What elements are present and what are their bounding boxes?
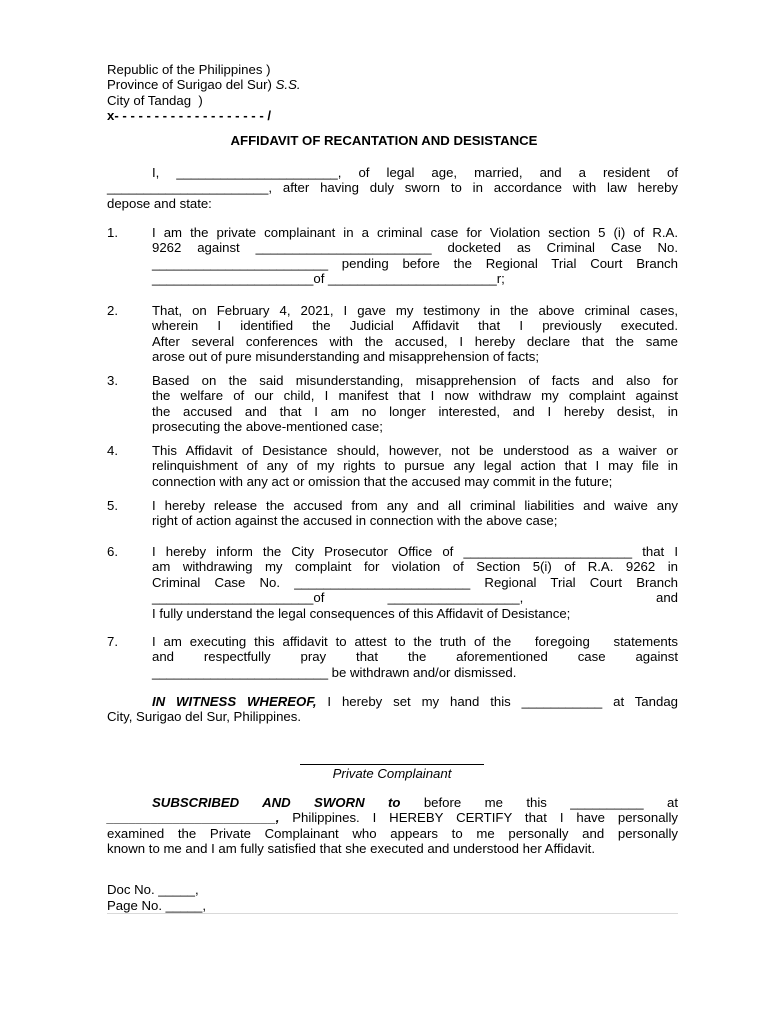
signature-line xyxy=(300,764,484,765)
paragraph-line: am withdrawing my complaint for violation of Section 5(i) of R.A. 9262 in xyxy=(152,559,678,575)
paragraph-line: ________________________ be withdrawn and/or dismissed. xyxy=(152,664,517,680)
witness-line-1 xyxy=(107,694,678,709)
paragraph-text xyxy=(152,443,678,489)
paragraph-line: wherein I identified the Judicial Affidavit that I previously executed. xyxy=(152,318,678,334)
witness-line-2: City, Surigao del Sur, Philippines. xyxy=(107,709,302,725)
paragraph-line: Based on the said misunderstanding, misapprehension of facts and also for xyxy=(152,373,678,388)
jurat-clause: SUBSCRIBED AND SWORN to xyxy=(152,795,401,810)
paragraph-number: 5. xyxy=(107,498,118,513)
venue-caption xyxy=(107,62,301,124)
paragraph-line: right of action against the accused in connection with the above case; xyxy=(152,513,558,529)
paragraph-line: I hereby release the accused from any and all criminal liabilities and waive any xyxy=(152,498,678,513)
paragraph-line: This Affidavit of Desistance should, however, not be understood as a waiver or xyxy=(152,443,678,458)
caption-republic: Republic of the Philippines ) xyxy=(107,62,271,77)
paragraph-text xyxy=(152,225,678,287)
witness-clause: IN WITNESS WHEREOF, xyxy=(152,694,317,709)
paragraph-line: I fully understand the legal consequences of this Affidavit of Desistance; xyxy=(152,605,571,621)
paragraph-line: After several conferences with the accused, I hereby declare that the same xyxy=(152,333,678,349)
jurat-certify-text: Philippines. I HEREBY CERTIFY that I have personally xyxy=(279,810,678,826)
paragraph-text xyxy=(152,303,678,365)
jurat-line-3: examined the Private Complainant who appears to me personally and personally xyxy=(107,825,678,841)
paragraph-number: 3. xyxy=(107,373,118,388)
caption-ss: S.S. xyxy=(275,77,301,93)
jurat-line-2 xyxy=(107,810,678,825)
jurat-place-blank: _______________________, xyxy=(107,810,280,826)
paragraph-line: I am executing this affidavit to attest to the truth of the foregoing statements xyxy=(152,634,678,649)
witness-paragraph xyxy=(107,694,678,725)
paragraph-text xyxy=(152,544,678,621)
jurat-text: before me this __________ at xyxy=(400,795,678,810)
paragraph-line: relinquishment of any of my rights to pursue any legal action that I may file in xyxy=(152,458,678,474)
jurat-line-1 xyxy=(107,795,678,810)
paragraph-line: the welfare of our child, I manifest that I now withdraw my complaint against xyxy=(152,388,678,404)
paragraph-line: I am the private complainant in a criminal case for Violation section 5 (i) of R.A. xyxy=(152,225,678,240)
intro-paragraph xyxy=(107,165,678,211)
signature-label: Private Complainant xyxy=(332,766,452,781)
paragraph-number: 4. xyxy=(107,443,118,458)
paragraph-text xyxy=(152,373,678,435)
intro-line-2: ______________________, after having duly sworn to in accordance with law hereby xyxy=(107,180,678,196)
paragraph-line: 9262 against ________________________ docketed as Criminal Case No. xyxy=(152,240,678,256)
document-title: AFFIDAVIT OF RECANTATION AND DESISTANCE xyxy=(230,133,538,148)
paragraph-line: I hereby inform the City Prosecutor Office of _______________________ that I xyxy=(152,544,678,559)
paragraph-line: the accused and that I am no longer interested, and I hereby desist, in xyxy=(152,403,678,419)
paragraph-number: 1. xyxy=(107,225,118,240)
paragraph-line: and respectfully pray that the aforementioned case against xyxy=(152,649,678,665)
page-divider xyxy=(107,913,678,914)
caption-city: City of Tandag ) xyxy=(107,92,203,108)
jurat-paragraph xyxy=(107,795,678,857)
paragraph-text xyxy=(152,634,678,680)
paragraph-line: Criminal Case No. ________________________ Regional Trial Court Branch xyxy=(152,574,678,590)
paragraph-number: 2. xyxy=(107,303,118,318)
paragraph-line: connection with any act or omission that the accused may commit in the future; xyxy=(152,473,613,489)
witness-text: I hereby set my hand this ___________ at Tandag xyxy=(316,694,678,709)
caption-province: Province of Surigao del Sur) S.S. xyxy=(107,77,301,93)
paragraph-line: prosecuting the above-mentioned case; xyxy=(152,419,383,435)
page-no: Page No. _____, xyxy=(107,898,206,913)
intro-line-1: I, ______________________, of legal age, married, and a resident of xyxy=(152,165,678,180)
paragraph-text xyxy=(152,498,678,529)
intro-line-3: depose and state: xyxy=(107,195,212,211)
jurat-line-4: known to me and I am fully satisfied that she executed and understood her Affidavit. xyxy=(107,841,595,857)
paragraph-line: ______________________of _______________________r; xyxy=(152,271,505,287)
signature-block xyxy=(300,753,484,781)
caption-x-line: x- - - - - - - - - - - - - - - - - - - / xyxy=(107,108,272,124)
notarial-footer xyxy=(107,882,206,914)
paragraph-line: ______________________of __________________, and xyxy=(152,590,678,606)
doc-no: Doc No. _____, xyxy=(107,882,199,897)
paragraph-number: 7. xyxy=(107,634,118,649)
paragraph-number: 6. xyxy=(107,544,118,559)
paragraph-line: That, on February 4, 2021, I gave my testimony in the above criminal cases, xyxy=(152,303,678,318)
paragraph-line: ________________________ pending before the Regional Trial Court Branch xyxy=(152,255,678,271)
paragraph-line: arose out of pure misunderstanding and misapprehension of facts; xyxy=(152,349,540,365)
